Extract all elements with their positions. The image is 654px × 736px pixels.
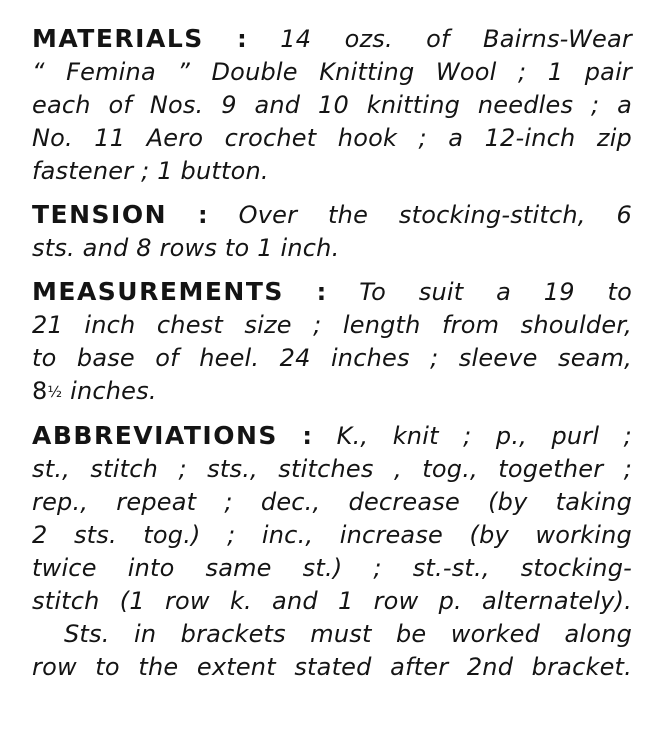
tension-section: [32, 198, 632, 265]
materials-line-1: [32, 22, 632, 56]
materials-line-3: each of Nos. 9 and 10 knitting needles ; a: [32, 91, 632, 119]
measurements-section: [32, 275, 632, 409]
tension-heading: TENSION: [32, 200, 168, 229]
abbreviations-line-3: rep., repeat ; dec., decrease (by taking: [32, 488, 632, 516]
abbreviations-section: [32, 419, 632, 684]
knitting-pattern-text: [32, 22, 632, 684]
measurements-text-1: To suit a 19 to: [359, 278, 632, 306]
abbreviations-line-2: st., stitch ; sts., stitches , tog., together ;: [32, 455, 632, 483]
abbreviations-text-1: K., knit ; p., purl ;: [336, 422, 632, 450]
abbreviations-colon: :: [302, 422, 313, 450]
measurements-fraction: ½: [47, 383, 63, 401]
abbreviations-line-6: stitch (1 row k. and 1 row p. alternately).: [32, 587, 632, 615]
measurements-line-1: [32, 275, 632, 309]
materials-line-5: fastener ; 1 button.: [32, 157, 269, 185]
materials-section: [32, 22, 632, 188]
abbreviations-line-5: twice into same st.) ; st.-st., stocking-: [32, 554, 632, 582]
abbreviations-note-line-1: Sts. in brackets must be worked along: [64, 620, 632, 648]
tension-line-1: [32, 198, 632, 232]
materials-colon: :: [237, 25, 247, 53]
measurements-line-2: 21 inch chest size ; length from shoulder,: [32, 311, 632, 339]
materials-text-1: 14 ozs. of Bairns-Wear: [280, 25, 632, 53]
abbreviations-heading: ABBREVIATIONS: [32, 421, 278, 450]
abbreviations-note-line-2: row to the extent stated after 2nd bracket.: [32, 653, 632, 681]
measurements-colon: :: [316, 278, 327, 306]
tension-line-2: sts. and 8 rows to 1 inch.: [32, 234, 340, 262]
tension-colon: :: [197, 201, 208, 229]
materials-line-2: “ Femina ” Double Knitting Wool ; 1 pair: [32, 58, 632, 86]
measurements-line-3: to base of heel. 24 inches ; sleeve seam,: [32, 344, 632, 372]
materials-heading: MATERIALS: [32, 24, 204, 53]
measurements-text-4: inches.: [70, 377, 157, 405]
abbreviations-line-4: 2 sts. tog.) ; inc., increase (by working: [32, 521, 632, 549]
tension-text-1: Over the stocking-stitch, 6: [238, 201, 632, 229]
measurements-heading: MEASUREMENTS: [32, 277, 284, 306]
materials-line-4: No. 11 Aero crochet hook ; a 12-inch zip: [32, 124, 632, 152]
abbreviations-line-1: [32, 419, 632, 453]
measurements-whole-number: 8: [32, 377, 48, 405]
measurements-line-4: [32, 375, 632, 409]
